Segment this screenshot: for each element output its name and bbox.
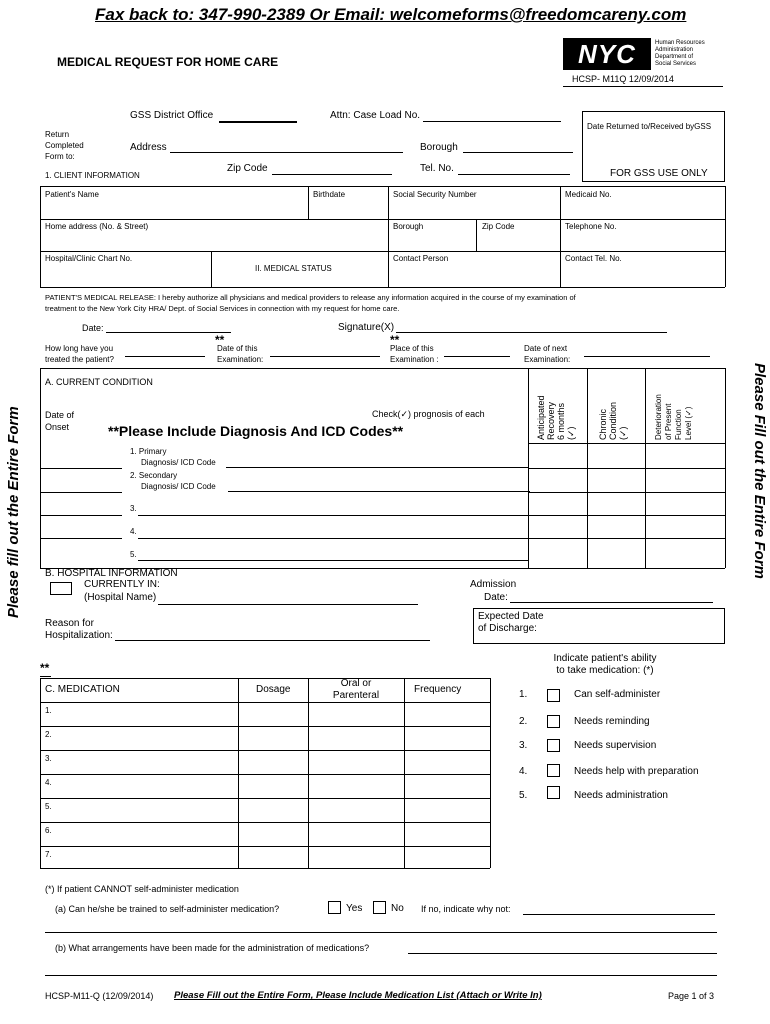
- nyc-logo-mark: NYC: [563, 38, 651, 70]
- agency-line: Department of: [655, 54, 694, 60]
- ability-checkbox[interactable]: [547, 689, 560, 702]
- med-row-num: 3.: [45, 754, 52, 763]
- gss-district-field[interactable]: [219, 121, 297, 123]
- ability-num: 4.: [519, 766, 528, 777]
- col-chronic-label: Condition: [608, 401, 618, 440]
- medication-title: C. MEDICATION: [45, 684, 120, 695]
- place-exam-label: Place of this: [390, 344, 434, 353]
- hospital-name-label: (Hospital Name): [84, 592, 157, 603]
- expected-label: Expected Date: [478, 611, 544, 622]
- ability-title: to take medication: (*): [556, 665, 654, 676]
- diagnosis-field[interactable]: [226, 467, 528, 468]
- agency-line: Administration: [655, 47, 694, 53]
- ssn-label: Social Security Number: [393, 190, 477, 199]
- return-label: Completed: [45, 141, 84, 150]
- med-row-num: 6.: [45, 826, 52, 835]
- oral-header: Parenteral: [332, 690, 380, 701]
- ability-num: 3.: [519, 740, 528, 751]
- ability-checkbox[interactable]: [547, 786, 560, 799]
- gss-use-label: FOR GSS USE ONLY: [610, 168, 708, 179]
- med-row-num: 5.: [45, 802, 52, 811]
- col-recovery-label: Recovery: [546, 401, 556, 440]
- reason-field[interactable]: [115, 640, 430, 641]
- ability-label: Needs reminding: [574, 716, 650, 727]
- question-b: (b) What arrangements have been made for the administration of medications?: [55, 943, 370, 953]
- arrangements-field[interactable]: [408, 953, 717, 954]
- date-exam-label: Examination:: [217, 355, 264, 364]
- include-codes-label: **Please Include Diagnosis And ICD Codes**: [108, 423, 404, 439]
- expected-label: of Discharge:: [478, 623, 537, 634]
- col-recovery-label: (✓): [566, 426, 576, 440]
- side-text-right: Please Fill out the Entire Form: [751, 363, 768, 579]
- agency-line: Human Resources: [655, 40, 705, 46]
- admission-date-field[interactable]: [510, 602, 713, 603]
- next-exam-label: Examination:: [524, 355, 571, 364]
- diagnosis-field[interactable]: [138, 515, 528, 516]
- signature-label: Signature(X): [338, 322, 395, 333]
- how-long-label: treated the patient?: [45, 355, 114, 364]
- diagnosis-row-num: 4.: [130, 527, 137, 536]
- oral-header: Oral or: [340, 678, 372, 689]
- check-prognosis-label: Check(✓) prognosis of each: [372, 409, 485, 419]
- col-chronic-label: Chronic: [598, 408, 608, 440]
- diagnosis-row-sub: Diagnosis/ ICD Code: [141, 458, 216, 467]
- form-code: HCSP- M11Q 12/09/2014: [572, 74, 674, 84]
- yes-checkbox[interactable]: [328, 901, 341, 914]
- reason-label: Hospitalization:: [45, 630, 113, 641]
- col-deterioration-label: Function: [674, 409, 683, 440]
- fax-line: Fax back to: 347-990-2389 Or Email: welcomeforms@freedomcareny.com: [95, 5, 687, 24]
- hospital-title: B. HOSPITAL INFORMATION: [45, 568, 178, 579]
- diagnosis-row-num: 3.: [130, 504, 137, 513]
- release-line-2: treatment to the New York City HRA/ Dept. of Social Services in connection with my request for home care.: [45, 304, 400, 313]
- col-recovery-label: 6 months: [556, 402, 566, 440]
- return-label: Form to:: [45, 152, 75, 161]
- diagnosis-field[interactable]: [138, 560, 528, 561]
- next-exam-field[interactable]: [584, 356, 710, 357]
- diagnosis-onset-field[interactable]: [40, 515, 122, 516]
- contact-person-label: Contact Person: [393, 254, 449, 263]
- attn-label: Attn: Case Load No.: [330, 110, 421, 121]
- ability-checkbox[interactable]: [547, 739, 560, 752]
- ability-num: 5.: [519, 790, 528, 801]
- release-line-1: PATIENT'S MEDICAL RELEASE: I hereby authorize all physicians and medical providers to release any information acquired in the course of my examination of: [45, 293, 576, 302]
- place-exam-label: Examination :: [390, 355, 439, 364]
- col-deterioration-label: Level (✓): [684, 406, 693, 440]
- release-date-field[interactable]: [106, 332, 231, 333]
- ability-label: Needs supervision: [574, 740, 657, 751]
- home-address-label: Home address (No. & Street): [45, 222, 149, 231]
- borough-field[interactable]: [463, 152, 573, 153]
- hospital-name-field[interactable]: [158, 604, 418, 605]
- ability-checkbox[interactable]: [547, 764, 560, 777]
- arrangements-field-2[interactable]: [45, 975, 717, 976]
- nyc-logo: [563, 38, 718, 70]
- footer-code: HCSP-M11-Q (12/09/2014): [45, 991, 154, 1001]
- med-row-num: 7.: [45, 850, 52, 859]
- gss-district-label: GSS District Office: [130, 110, 214, 121]
- diagnosis-onset-field[interactable]: [40, 492, 122, 493]
- ability-label: Needs help with preparation: [574, 766, 699, 777]
- zip-label: Zip Code: [227, 163, 268, 174]
- diagnosis-row-sub: Diagnosis/ ICD Code: [141, 482, 216, 491]
- currently-in-checkbox[interactable]: [50, 582, 72, 595]
- ability-label: Needs administration: [574, 790, 668, 801]
- currently-in-label: CURRENTLY IN:: [84, 579, 160, 590]
- zip-field[interactable]: [272, 174, 392, 175]
- side-text-left: Please fill out the Entire Form: [5, 406, 22, 618]
- release-date-label: Date:: [82, 323, 104, 333]
- address-field[interactable]: [170, 152, 403, 153]
- diagnosis-row-num: 2. Secondary: [130, 471, 178, 480]
- how-long-field[interactable]: [125, 356, 205, 357]
- ability-label: Can self-administer: [574, 689, 661, 700]
- date-exam-label: Date of this: [217, 344, 258, 353]
- medical-status-label: II. MEDICAL STATUS: [255, 264, 332, 273]
- if-no-label: If no, indicate why not:: [421, 904, 511, 914]
- med-stars: **: [40, 661, 50, 675]
- place-exam-field[interactable]: [444, 356, 510, 357]
- tel-field[interactable]: [458, 174, 570, 175]
- col-recovery-label: Anticipated: [536, 395, 546, 440]
- zip-code-label: Zip Code: [482, 222, 515, 231]
- why-not-field[interactable]: [523, 914, 715, 915]
- date-returned-label: Date Returned to/Received byGSS: [587, 122, 712, 131]
- how-long-label: How long have you: [45, 344, 114, 353]
- form-title: MEDICAL REQUEST FOR HOME CARE: [57, 55, 279, 69]
- signature-field[interactable]: [396, 332, 667, 333]
- diagnosis-onset-field[interactable]: [40, 468, 122, 469]
- current-condition-title: A. CURRENT CONDITION: [45, 377, 153, 387]
- tel-label: Tel. No.: [420, 163, 454, 174]
- birthdate-label: Birthdate: [313, 190, 346, 199]
- diagnosis-row-num: 1. Primary: [130, 447, 167, 456]
- col-deterioration-label: of Present: [664, 403, 673, 440]
- footer-note: Please Fill out the Entire Form, Please Include Medication List (Attach or Write In): [174, 990, 542, 1001]
- date-exam-field[interactable]: [270, 356, 380, 357]
- med-row-num: 1.: [45, 706, 52, 715]
- address-label: Address: [130, 142, 167, 153]
- diagnosis-onset-field[interactable]: [40, 538, 122, 539]
- next-exam-label: Date of next: [524, 344, 568, 353]
- med-row-num: 4.: [45, 778, 52, 787]
- return-label: Return: [45, 130, 70, 139]
- chart-no-label: Hospital/Clinic Chart No.: [45, 254, 133, 263]
- reason-label: Reason for: [45, 618, 94, 629]
- client-info-label: 1. CLIENT INFORMATION: [45, 171, 140, 180]
- ability-num: 1.: [519, 689, 528, 700]
- ability-title: Indicate patient's ability: [553, 653, 657, 664]
- question-a: (a) Can he/she be trained to self-administer medication?: [55, 904, 280, 914]
- diagnosis-field[interactable]: [228, 491, 530, 492]
- agency-line: Social Services: [655, 61, 697, 67]
- admission-label: Admission: [470, 579, 517, 590]
- why-not-field-2[interactable]: [45, 932, 717, 933]
- stars-marker: **: [215, 333, 225, 347]
- page-number: Page 1 of 3: [668, 991, 715, 1001]
- yes-label: Yes: [346, 903, 363, 914]
- admission-date-label: Date:: [484, 592, 508, 603]
- borough-label: Borough: [420, 142, 458, 153]
- diagnosis-row-num: 5.: [130, 550, 137, 559]
- contact-tel-label: Contact Tel. No.: [565, 254, 622, 263]
- borough-label: Borough: [393, 222, 424, 231]
- no-label: No: [391, 903, 404, 914]
- dosage-header: Dosage: [256, 684, 291, 695]
- medicaid-label: Medicaid No.: [565, 190, 612, 199]
- patient-name-label: Patient's Name: [45, 190, 99, 199]
- col-deterioration-label: Deterioration: [654, 394, 663, 440]
- ability-checkbox[interactable]: [547, 715, 560, 728]
- diagnosis-field[interactable]: [138, 538, 528, 539]
- no-checkbox[interactable]: [373, 901, 386, 914]
- self-admin-note: (*) If patient CANNOT self-administer medication: [45, 884, 239, 894]
- date-onset-label: Date of: [45, 410, 75, 420]
- caseload-field[interactable]: [423, 121, 561, 122]
- col-chronic-label: (✓): [618, 426, 628, 440]
- date-onset-label: Onset: [45, 422, 70, 432]
- med-row-num: 2.: [45, 730, 52, 739]
- frequency-header: Frequency: [414, 684, 462, 695]
- telephone-label: Telephone No.: [565, 222, 617, 231]
- stars-marker: **: [390, 333, 400, 347]
- ability-num: 2.: [519, 716, 528, 727]
